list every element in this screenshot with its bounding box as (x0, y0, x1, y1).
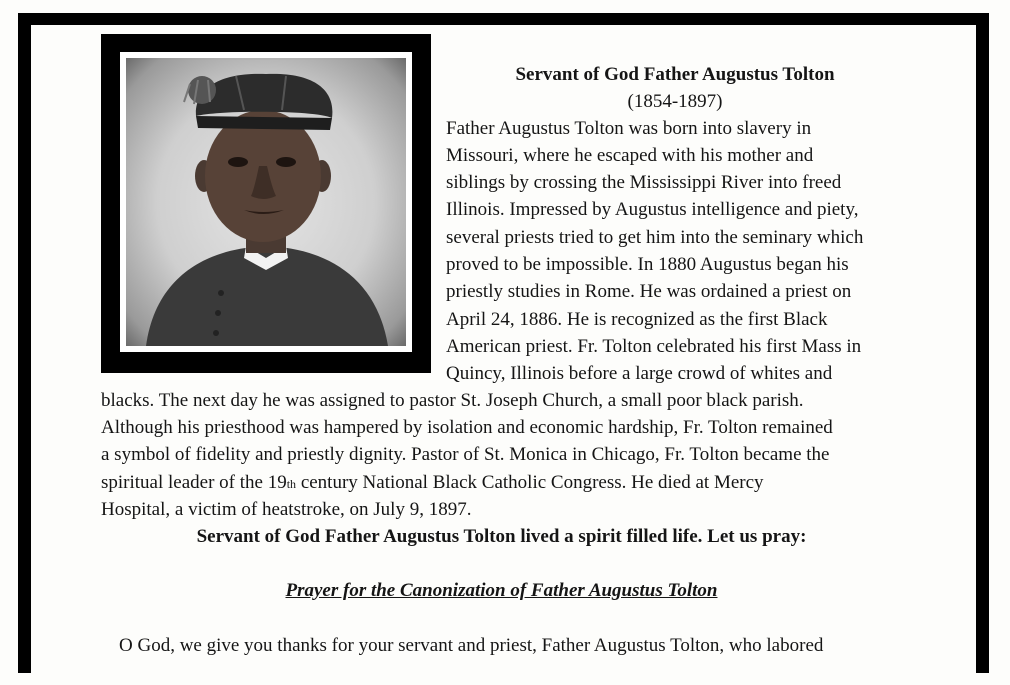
bio-line: American priest. Fr. Tolton celebrated his first Mass in (446, 336, 862, 357)
bio-line (101, 469, 764, 498)
portrait-photo-frame (101, 34, 431, 373)
bio-line: Quincy, Illinois before a large crowd of whites and (446, 363, 833, 384)
ordinal-suffix: th (286, 477, 297, 491)
closing-statement: Servant of God Father Augustus Tolton lived a spirit filled life. Let us pray: (196, 526, 807, 547)
bio-line: several priests tried to get him into the seminary which (446, 227, 864, 248)
bio-line: April 24, 1886. He is recognized as the first Black (446, 309, 828, 330)
bio-line: siblings by crossing the Mississippi River into freed (446, 172, 842, 193)
bio-line: blacks. The next day he was assigned to pastor St. Joseph Church, a small poor black parish. (101, 390, 804, 411)
bio-line: priestly studies in Rome. He was ordained a priest on (446, 281, 852, 302)
bio-text: spiritual leader of the 19 (101, 472, 287, 493)
bio-line: Father Augustus Tolton was born into slavery in (446, 118, 812, 139)
bio-line: Missouri, where he escaped with his mother and (446, 145, 814, 166)
bio-line: a symbol of fidelity and priestly dignity. Pastor of St. Monica in Chicago, Fr. Tolton became the (101, 444, 830, 465)
years: (1854-1897) (627, 91, 723, 112)
bio-line: Although his priesthood was hampered by isolation and economic hardship, Fr. Tolton remained (101, 417, 833, 438)
bio-text: century National Black Catholic Congress. He died at Mercy (296, 472, 764, 493)
prayer-title: Prayer for the Canonization of Father Augustus Tolton (285, 580, 718, 601)
portrait-photo (126, 58, 406, 346)
prayer-text: O God, we give you thanks for your servant and priest, Father Augustus Tolton, who labored (119, 635, 824, 656)
bio-line: Hospital, a victim of heatstroke, on July 9, 1897. (101, 499, 472, 520)
portrait-photo-mat (120, 52, 412, 352)
title: Servant of God Father Augustus Tolton (515, 64, 835, 85)
portrait-illustration (126, 58, 406, 346)
bio-line: proved to be impossible. In 1880 Augustus began his (446, 254, 849, 275)
bio-line: Illinois. Impressed by Augustus intelligence and piety, (446, 199, 859, 220)
